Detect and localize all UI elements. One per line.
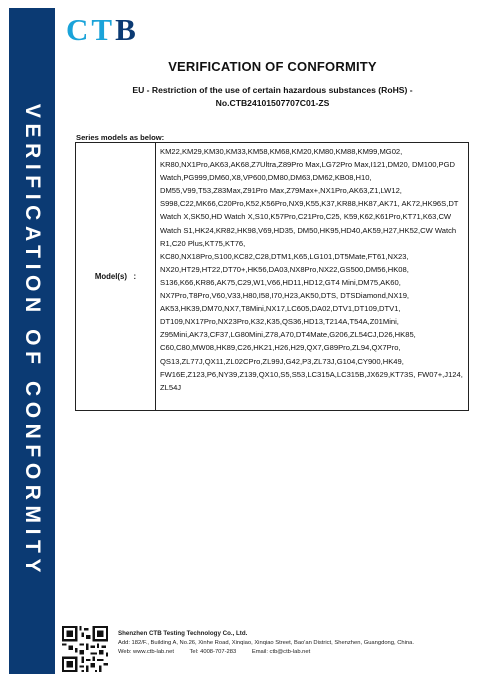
sidebar-banner bbox=[9, 8, 55, 674]
footer-info bbox=[118, 626, 414, 674]
subtitle-line-1: EU - Restriction of the use of certain hazardous substances (RoHS) - bbox=[132, 85, 413, 95]
company-name: Shenzhen CTB Testing Technology Co., Ltd. bbox=[118, 630, 248, 637]
website-link[interactable]: Web: www.ctb-lab.net bbox=[118, 649, 174, 655]
footer bbox=[62, 626, 472, 674]
logo-letter-t: T bbox=[91, 12, 116, 47]
logo-letter-c: C bbox=[66, 12, 92, 47]
models-separator: : bbox=[133, 272, 137, 281]
email-link[interactable]: Email: ctb@ctb-lab.net bbox=[251, 649, 311, 655]
models-table bbox=[75, 142, 469, 411]
models-list: KM22,KM29,KM30,KM33,KM58,KM68,KM20,KM80,KM88,KM99,MG02, KR80,NX1Pro,AK63,AK68,Z7Ultra,Z89Pro Max,LG72Pro Max,I121,DM20, DM100,PGD Watch,PG999,DM60,X8,VP600,DM80,DM63,DM62,KB08,H10, DM55,V99,T53,Z83Max,Z91Pro Max,Z79Max+,NX1Pro,AK63,Z1,LW12, S998,C22,MK66,C20Pro,K52,K56Pro,NX9,K55,K37,KR88,HK87,AK71, AK72,HK96S,DT Watch X,SK50,HD Watch X,S10,K57Pro,C21Pro,C25, K59,K62,K61Pro,KT71,K63,CW Watch S1,HK24,KR82,HK98,V69,HD35, DM50,HK95,HD40,AK59,H27,HK52,CW Watch R1,C20 Plus,KT75,KT76, KC80,NX18Pro,S100,KC82,C28,DTM1,K65,LG101,DT5Mate,FT61,NX23, NX20,HT29,HT22,DT70+,HK56,DA03,NX8Pro,NX22,GS500,DM56,HK08, S136,K66,KR86,AK75,C29,W1,V66,HD11,HD12,GT4 Mini,DM75,AK60, NX7Pro,T8Pro,V60,V33,H80,I58,I70,H23,AK50,DTS, DTSDiamond,NX19, AK53,HK39,DM70,NX7,T8Mini,NX17,LC605,DA02,DTV1,DT109,DTV1, DT109,NX17Pro,NX23Pro,K32,K35,QS36,HD13,T214A,T54A,Z01Mini, Z95Mini,AK73,CF37,LG80Mini,Z78,A70,DT4Mate,G206,ZL54CJ,D26,HK85, C60,C80,MW08,HK89,C26,HK21,H26,H29,QX7,G89Pro,ZL94,QX7Pro, QS13,ZL77J,QX11,ZL02CPro,ZL99J,G42,P3,ZL73J,G104,CY900,HK49, FW16E,Z123,P6,NY39,Z139,QX10,S5,S53,LC315A,LC315B,JX629,KT73S, FW07+,J124, ZL54J bbox=[160, 147, 463, 392]
models-label-cell bbox=[76, 143, 156, 410]
contact-row bbox=[118, 648, 414, 658]
series-label: Series models as below: bbox=[76, 133, 165, 142]
company-address: Add: 182/F., Building A, No.26, Xinhe Road, Xinqiao, Xinqiao Street, Bao'an District, Shenzhen, Guangdong, China. bbox=[118, 639, 414, 646]
logo-text bbox=[66, 12, 139, 48]
document-title: VERIFICATION OF CONFORMITY bbox=[168, 59, 377, 74]
models-label: Model(s) bbox=[94, 272, 127, 281]
telephone: Tel: 4008-707-283 bbox=[189, 649, 237, 655]
certificate-number: No.CTB24101507707C01-ZS bbox=[215, 98, 330, 108]
ctb-logo bbox=[66, 10, 139, 50]
sidebar-vertical-title: VERIFICATION OF CONFORMITY bbox=[21, 103, 44, 579]
qr-code-icon bbox=[62, 626, 108, 672]
logo-letter-b: B bbox=[115, 12, 139, 47]
document-subtitle bbox=[60, 84, 485, 110]
